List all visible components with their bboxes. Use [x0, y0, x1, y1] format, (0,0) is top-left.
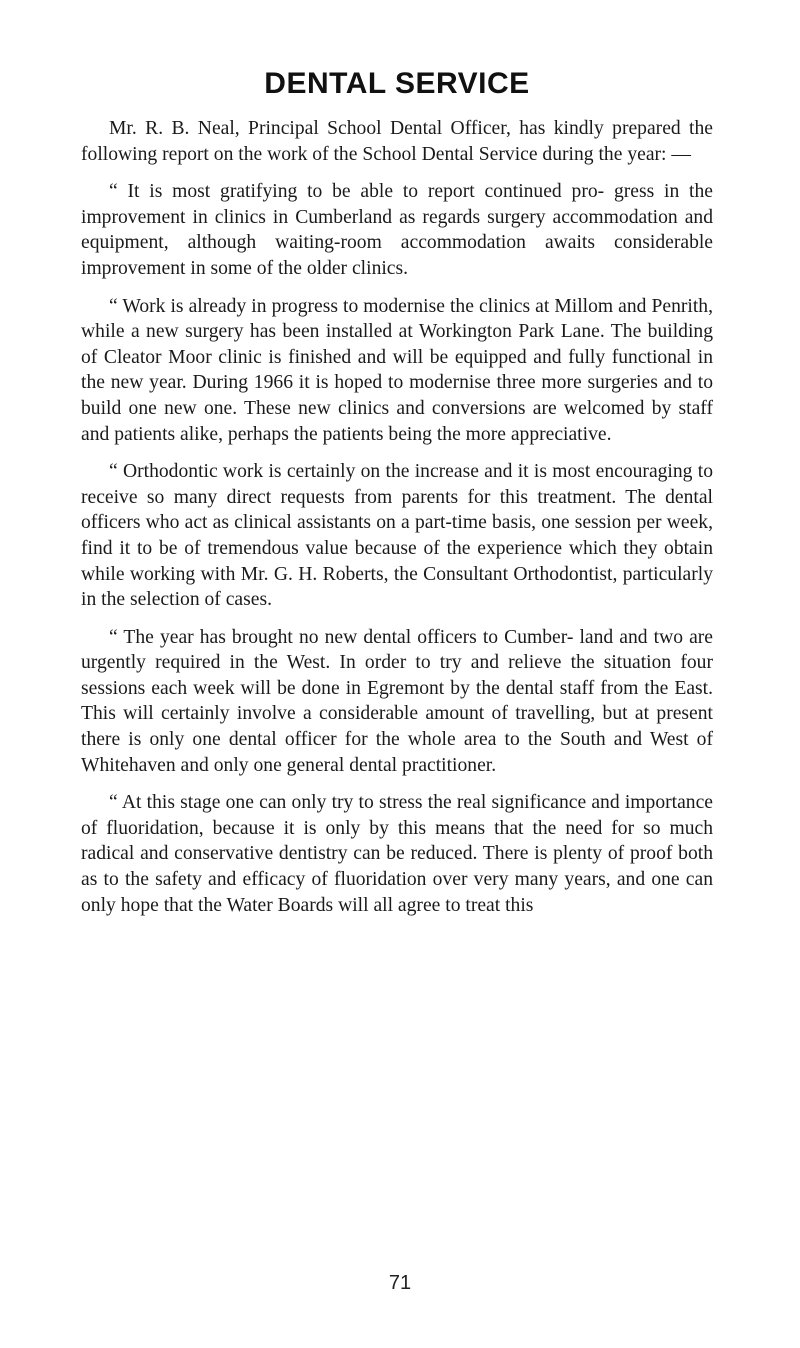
report-paragraph-staffing: “ The year has brought no new dental officers to Cumber- land and two are urgently required in the West. In order to try and relieve the situation four sessions each week will be done in Egremont by the dental staff from the East. This will certainly involve a considerable amount of travelling, but at present there is only one dental officer for the whole area to the South and West of Whitehaven and only one general dental practitioner.	[81, 626, 713, 776]
report-paragraph-modernisation: “ Work is already in progress to modernise the clinics at Millom and Penrith, while a new surgery has been installed at Workington Park Lane. The building of Cleator Moor clinic is finished and will be equipped and fully functional in the new year. During 1966 it is hoped to modernise three more surgeries and to build one new one. These new clinics and conversions are welcomed by staff and patients alike, perhaps the patients being the more appreciative.	[81, 295, 713, 445]
page-title: DENTAL SERVICE	[264, 67, 530, 100]
report-paragraph-orthodontic: “ Orthodontic work is certainly on the increase and it is most encouraging to receive so many direct requests from parents for this treatment. The dental officers who act as clinical assistants on a part-time basis, one session per week, find it to be of tremendous value because of the experience which they obtain while working with Mr. G. H. Roberts, the Consultant Orthodontist, particularly in the selection of cases.	[81, 461, 713, 611]
document-page	[81, 60, 713, 930]
report-paragraph-fluoridation: “ At this stage one can only try to stress the real significance and importance of fluoridation, because it is only by this means that the need for so much radical and conservative dentistry can be reduced. There is plenty of proof both as to the safety and efficacy of fluoridation over very many years, and one can only hope that the Water Boards will all agree to treat this	[81, 792, 713, 916]
intro-paragraph: Mr. R. B. Neal, Principal School Dental Officer, has kindly prepared the following report on the work of the School Dental Service during the year: —	[81, 118, 713, 165]
page-number: 71	[388, 1272, 412, 1294]
report-paragraph-clinics: “ It is most gratifying to be able to report continued pro- gress in the improvement in clinics in Cumberland as regards surgery accommodation and equipment, although waiting-room accommodation awaits considerable improvement in some of the older clinics.	[81, 181, 713, 279]
